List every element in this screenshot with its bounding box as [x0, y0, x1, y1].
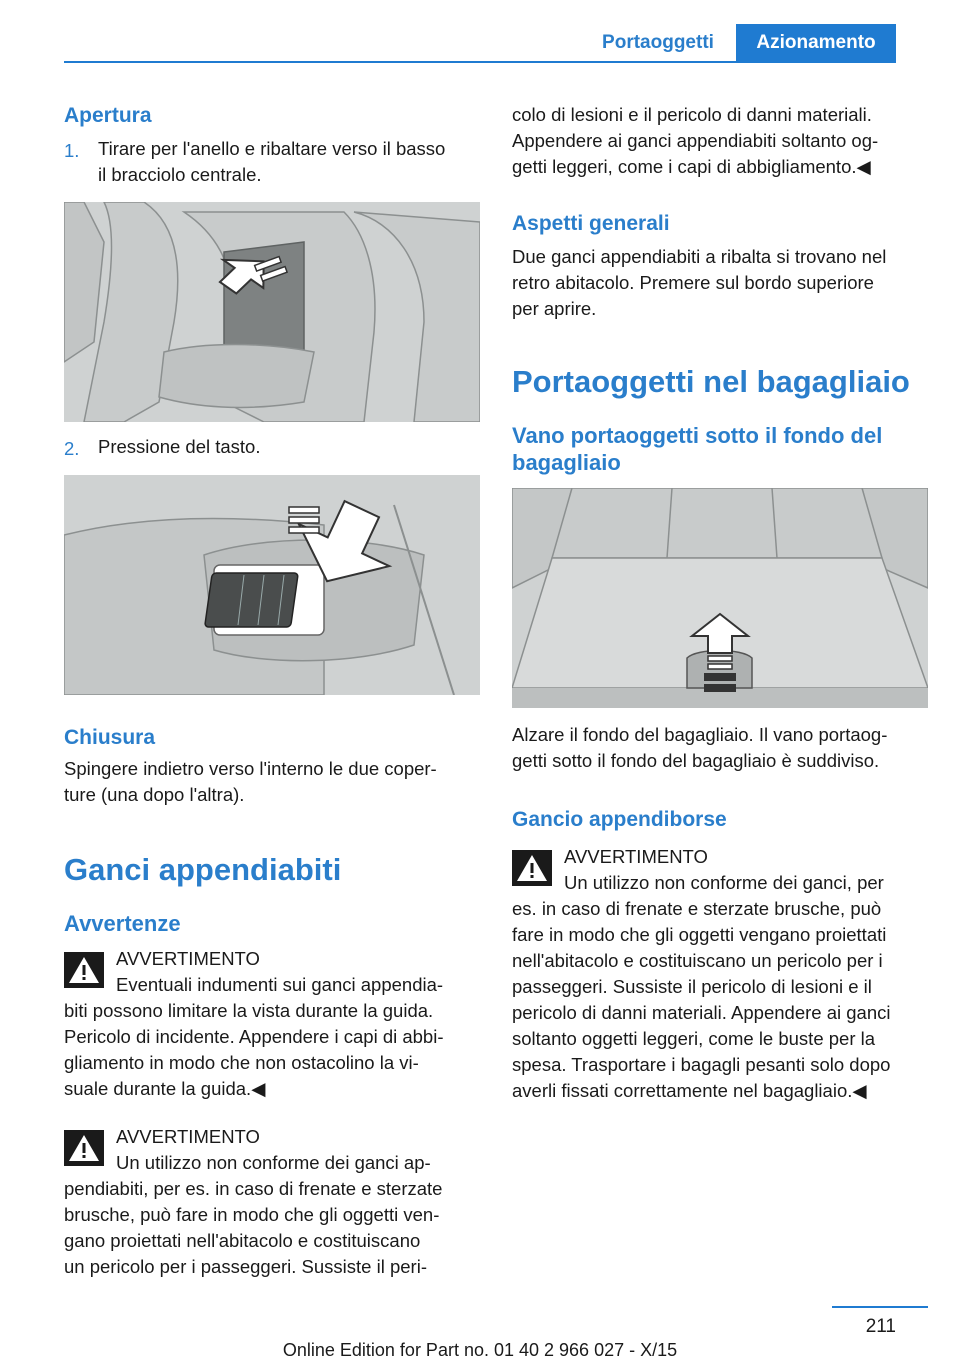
warning-1-body — [64, 998, 444, 1102]
warning-2-line-1: Un utilizzo non conforme dei ganci ap- — [116, 1152, 431, 1173]
aspetti-line-2: retro abitacolo. Premere sul bordo superiore — [512, 272, 874, 293]
vano-line-2: getti sotto il fondo del bagagliaio è suddiviso. — [512, 750, 880, 771]
warning-1-line-4: gliamento in modo che non ostacolino la vi- — [64, 1052, 419, 1073]
luggage-floor-drawing — [512, 488, 928, 708]
warning-3-line-8: spesa. Trasportare i bagagli pesanti solo dopo — [512, 1054, 891, 1075]
armrest-drawing — [64, 202, 480, 422]
vano-heading-line-2: bagagliaio — [512, 450, 621, 475]
warning-2-line-3: brusche, può fare in modo che gli oggetti ven- — [64, 1204, 440, 1225]
rear-seat-armrest-illustration — [64, 202, 480, 422]
header-divider — [64, 61, 896, 63]
warning-2-line-5: un pericolo per i passeggeri. Sussiste il peri- — [64, 1256, 427, 1277]
warning-2-body — [64, 1176, 442, 1280]
warning-3-line-3: fare in modo che gli oggetti vengano proiettati — [512, 924, 887, 945]
aspetti-line-3: per aprire. — [512, 298, 597, 319]
armrest-button-illustration — [64, 475, 480, 695]
continuation-line-2: Appendere ai ganci appendiabiti soltanto og- — [512, 130, 879, 151]
footer-divider — [832, 1306, 928, 1308]
warning-3-line-1: Un utilizzo non conforme dei ganci, per — [564, 872, 884, 893]
vano-heading — [512, 422, 882, 476]
page-header — [0, 24, 960, 62]
warning-3-line-9: averli fissati correttamente nel bagagliaio.◀ — [512, 1080, 867, 1101]
chiusura-heading: Chiusura — [64, 726, 156, 749]
warning-icon — [64, 1130, 104, 1166]
warning-3-line-4: nell'abitacolo e costituiscano un pericolo per i — [512, 950, 883, 971]
warning-1-line-2: biti possono limitare la vista durante la guida. — [64, 1000, 434, 1021]
aspetti-text — [512, 244, 886, 322]
warning-1-line-5: suale durante la guida.◀ — [64, 1078, 266, 1099]
step-1-line-1: Tirare per l'anello e ribaltare verso il basso — [98, 138, 446, 159]
vano-line-1: Alzare il fondo del bagagliaio. Il vano portaog- — [512, 724, 888, 745]
warning-2-line-2: pendiabiti, per es. in caso di frenate e sterzate — [64, 1178, 443, 1199]
header-chapter-tab[interactable]: Azionamento — [736, 24, 896, 62]
chiusura-text — [64, 756, 437, 808]
header-section-tab[interactable]: Portaoggetti — [602, 32, 714, 53]
chiusura-line-1: Spingere indietro verso l'interno le due coper- — [64, 758, 437, 779]
warning-3-body — [512, 896, 890, 1104]
continuation-line-3: getti leggeri, come i capi di abbigliamento.◀ — [512, 156, 871, 177]
avvertenze-heading: Avvertenze — [64, 911, 181, 936]
step-2-text: Pressione del tasto. — [98, 436, 261, 457]
warning-2-continuation — [512, 102, 878, 180]
vano-heading-line-1: Vano portaoggetti sotto il fondo del — [512, 423, 883, 448]
warning-3-line-2: es. in caso di frenate e sterzate brusche, può — [512, 898, 882, 919]
warning-1-line-3: Pericolo di incidente. Appendere i capi di abbi- — [64, 1026, 444, 1047]
apertura-heading: Apertura — [64, 104, 152, 127]
warning-icon — [512, 850, 552, 886]
warning-icon — [64, 952, 104, 988]
ganci-heading: Ganci appendiabiti — [64, 852, 342, 887]
warning-1-label: AVVERTIMENTO — [116, 948, 260, 969]
warning-2-label: AVVERTIMENTO — [116, 1126, 260, 1147]
continuation-line-1: colo di lesioni e il pericolo di danni materiali. — [512, 104, 872, 125]
luggage-floor-illustration — [512, 488, 928, 708]
page-number: 211 — [865, 1316, 896, 1337]
bagagliaio-heading: Portaoggetti nel bagagliaio — [512, 364, 910, 399]
step-2-number: 2. — [64, 438, 80, 459]
gancio-heading: Gancio appendiborse — [512, 808, 727, 831]
warning-3-line-6: pericolo di danni materiali. Appendere ai ganci — [512, 1002, 891, 1023]
aspetti-line-1: Due ganci appendiabiti a ribalta si trovano nel — [512, 246, 887, 267]
step-1-line-2: il bracciolo centrale. — [98, 164, 262, 185]
step-1-number: 1. — [64, 140, 80, 161]
aspetti-heading: Aspetti generali — [512, 212, 670, 235]
vano-text — [512, 722, 887, 774]
warning-3-line-5: passeggeri. Sussiste il pericolo di lesioni e il — [512, 976, 872, 997]
warning-2-line-4: gano proiettati nell'abitacolo e costituiscano — [64, 1230, 421, 1251]
warning-3-label: AVVERTIMENTO — [564, 846, 708, 867]
chiusura-line-2: ture (una dopo l'altra). — [64, 784, 245, 805]
warning-3-line-7: soltanto oggetti leggeri, come le buste per la — [512, 1028, 876, 1049]
warning-1-line-1: Eventuali indumenti sui ganci appendia- — [116, 974, 444, 995]
button-drawing — [64, 475, 480, 695]
step-1-text — [98, 136, 445, 188]
edition-note: Online Edition for Part no. 01 40 2 966 027 - X/15 — [282, 1340, 678, 1360]
